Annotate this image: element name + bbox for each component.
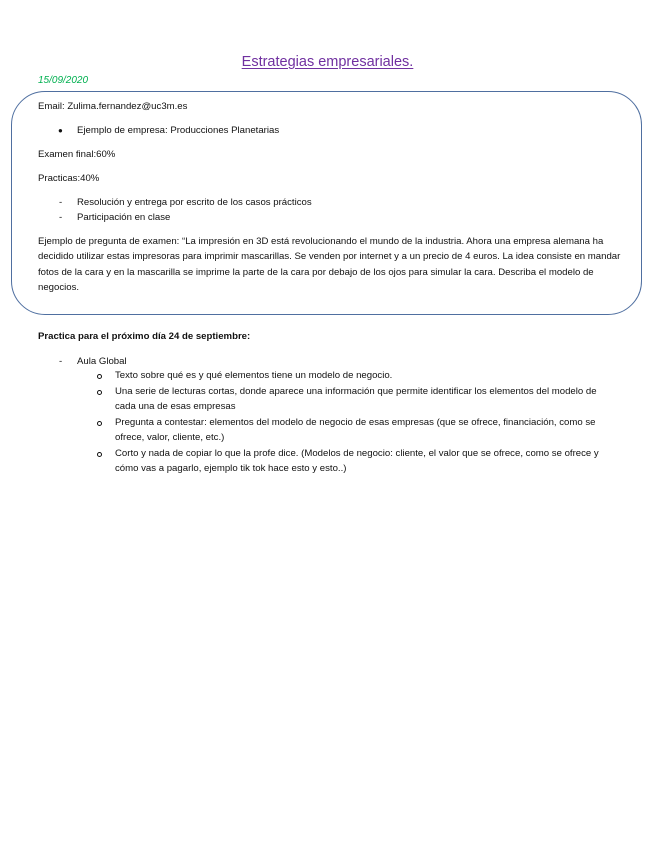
circle-bullet-icon	[97, 374, 102, 379]
practice-heading: Practica para el próximo día 24 de septiembre:	[38, 331, 251, 342]
practice-subitem: Una serie de lecturas cortas, donde aparece una información que permite identificar los elementos del modelo de cada una de esas empresas	[115, 386, 597, 412]
document-title: Estrategias empresariales.	[241, 54, 414, 70]
document-date: 15/09/2020	[38, 75, 89, 86]
example-company: Ejemplo de empresa: Producciones Planetarias	[77, 125, 280, 136]
practice-item-aula-global: Aula Global	[77, 356, 127, 367]
practicas-item: Resolución y entrega por escrito de los casos prácticos	[77, 197, 312, 208]
bullet-icon: ●	[58, 126, 63, 135]
dash-icon: -	[59, 356, 63, 367]
circle-bullet-icon	[97, 421, 102, 426]
practicas-item: Participación en clase	[77, 212, 171, 223]
practice-subitem: Corto y nada de copiar lo que la profe dice. (Modelos de negocio: cliente, el valor que se ofrece, como se ofrece y cómo vas a pagarlo, ejemplo tik tok hace esto y esto..)	[115, 448, 599, 474]
circle-bullet-icon	[97, 452, 102, 457]
exam-question-paragraph: Ejemplo de pregunta de examen: “La impresión en 3D está revolucionando el mundo de la industria. Ahora una empresa alemana ha decidido utilizar estas impresoras para imprimir mascarillas. Se venden por internet y a un precio de 4 euros. La idea consiste en mandar fotos de la cara y en la mascarilla se imprime la parte de la cara por debajo de los ojos para simular la cara. Describa el modelo de negocios.	[38, 236, 621, 293]
circle-bullet-icon	[97, 390, 102, 395]
practice-subitem: Pregunta a contestar: elementos del modelo de negocio de esas empresas (que se ofrece, financiación, como se ofrece, valor, cliente, etc.)	[115, 417, 596, 443]
dash-icon: -	[59, 197, 63, 208]
practice-subitem: Texto sobre qué es y qué elementos tiene un modelo de negocio.	[115, 370, 393, 381]
email-line: Email: Zulima.fernandez@uc3m.es	[38, 101, 188, 112]
dash-icon: -	[59, 212, 63, 223]
practicas-weight: Practicas:40%	[38, 173, 100, 184]
final-exam-weight: Examen final:60%	[38, 149, 116, 160]
